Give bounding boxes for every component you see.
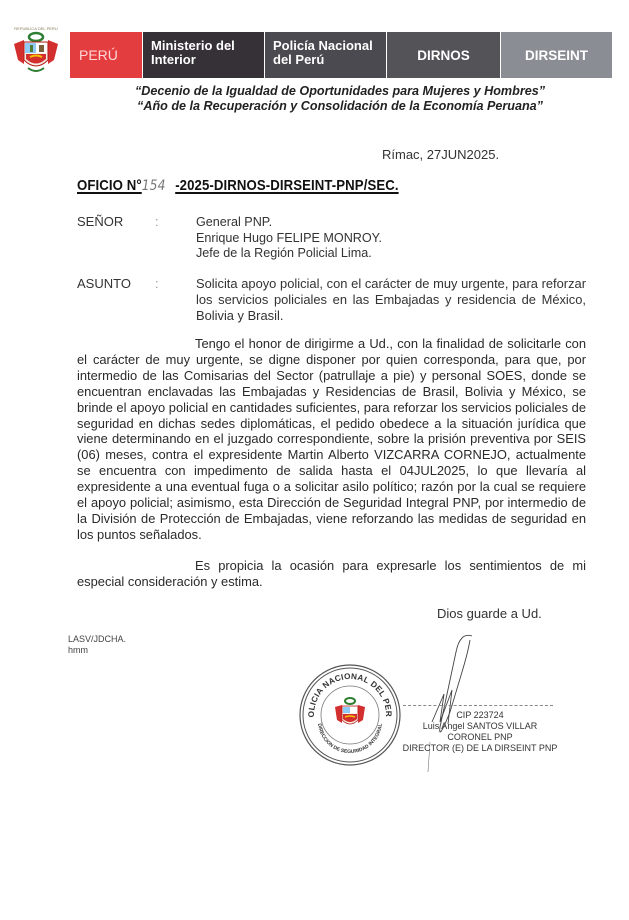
header-band-peru	[70, 32, 142, 78]
band-dirnos-label: DIRNOS	[417, 47, 470, 63]
band-dirseint-label: DIRSEINT	[524, 47, 588, 63]
header-band-dirnos	[387, 32, 500, 78]
escudo-text: REPUBLICA DEL PERU	[14, 26, 58, 31]
closing-text: Dios guarde a Ud.	[437, 606, 542, 621]
band-policia-line1: Policía Nacional	[273, 38, 373, 53]
place-date: Rímac, 27JUN2025.	[382, 147, 500, 162]
oficio-number-handwritten: 154	[141, 178, 166, 194]
body-paragraph-1: Tengo el honor de dirigirme a Ud., con la finalidad de solicitarle con el carácter de muy urgente, se digne disponer por quien corresponda, para que, por intermedio de las Comisarias del Sector (patrullaje a pie) y personal SOES, donde se encuentran enclavadas las Embajadas y Residencias de Brasil, Bolivia y México, se brinde el apoyo policial en cantidades suficientes, para reforzar los servicios policiales de seguridad en dichas sedes diplomáticas, el pedido obedece a la situación jurídica que viene determinando en el juzgado correspondiente, sobre la prisión preventiva por SEIS (06) meses, contra el expresidente Martin Alberto VIZCARRA CORNEJO, actualmente se encuentra con impedimento de salida hasta el 04JUL2025, lo que llevaría al expresidente a una eventual fuga o a solicitar asilo político; razón por la cual se requiere el apoyo policial; asimismo, esta Dirección de Seguridad Integral PNP, por intermedio de la División de Protección de Embajadas, viene reforzando las medidas de seguridad en los puntos señalados.	[77, 336, 586, 542]
signature-block	[395, 710, 565, 754]
signer-cip: CIP 223724	[456, 710, 504, 720]
signer-position: DIRECTOR (E) DE LA DIRSEINT PNP	[402, 743, 558, 753]
band-ministerio-line1: Ministerio del	[151, 38, 235, 53]
motto-ano: “Año de la Recuperación y Consolidación de la Economía Peruana”	[137, 99, 543, 113]
motto-decenio: “Decenio de la Igualdad de Oportunidades para Mujeres y Hombres”	[134, 84, 546, 98]
addressee-name: Enrique Hugo FELIPE MONROY.	[196, 230, 382, 245]
addressee-position: Jefe de la Región Policial Lima.	[196, 246, 372, 260]
official-stamp	[298, 663, 402, 767]
header-band-dirseint	[501, 32, 612, 78]
header-band-ministerio	[143, 32, 264, 78]
oficio-suffix: -2025-DIRNOS-DIRSEINT-PNP/SEC.	[175, 177, 399, 194]
asunto-colon: :	[155, 276, 159, 291]
asunto-text: Solicita apoyo policial, con el carácter de muy urgente, para reforzar los servicios policiales en las Embajadas y residencia de México, Bolivia y Brasil.	[196, 276, 586, 323]
oficio-prefix: OFICIO N°	[77, 177, 142, 194]
svg-text:DIRECCION DE SEGURIDAD INTEGRA	[316, 723, 384, 755]
addressee-block	[196, 215, 382, 262]
signer-rank: CORONEL PNP	[447, 732, 513, 742]
addressee-rank: General PNP.	[196, 215, 273, 229]
body-paragraph-2: Es propicia la ocasión para expresarle los sentimientos de mi especial consideración y estima.	[77, 558, 586, 589]
stamp-top-text: OLICIA NACIONAL DEL PER	[306, 671, 394, 718]
stamp-bottom-text: DIRECCION DE SEGURIDAD INTEGRAL	[316, 723, 384, 756]
official-mottos	[70, 84, 610, 114]
initials-line-2: hmm	[68, 645, 88, 655]
band-peru-label: PERÚ	[79, 47, 118, 63]
oficio-title	[77, 177, 399, 194]
signer-name: Luis Angel SANTOS VILLAR	[422, 721, 538, 731]
initials-line-1: LASV/JDCHA.	[68, 634, 127, 644]
stamp-coat-of-arms-icon	[335, 698, 365, 724]
senor-label: SEÑOR	[77, 214, 124, 229]
band-ministerio-line2: Interior	[151, 52, 196, 67]
peru-coat-of-arms-icon	[8, 24, 64, 80]
asunto-label: ASUNTO	[77, 276, 131, 291]
band-policia-line2: del Perú	[273, 52, 325, 67]
reference-initials	[68, 634, 126, 656]
signature-line	[403, 705, 553, 706]
header-band-policia	[265, 32, 386, 78]
senor-colon: :	[155, 214, 159, 229]
